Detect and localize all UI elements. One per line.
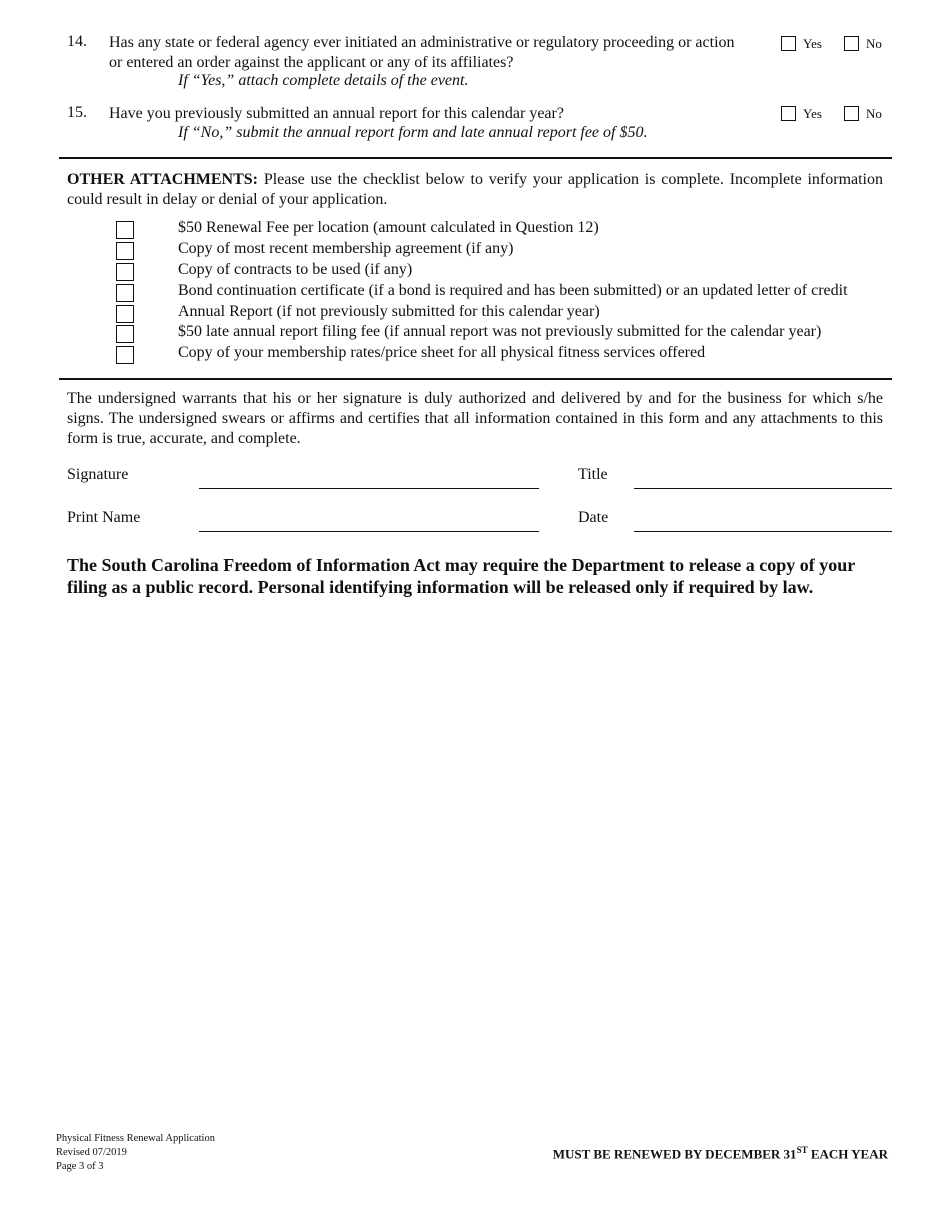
date-label: Date <box>578 509 609 526</box>
question-14-note: If “Yes,” attach complete details of the event. <box>178 72 469 89</box>
question-15-yes-checkbox[interactable] <box>781 106 796 121</box>
title-input-line[interactable] <box>634 488 892 489</box>
attachments-heading: OTHER ATTACHMENTS: <box>67 171 259 188</box>
footer-form-name: Physical Fitness Renewal Application <box>56 1133 215 1144</box>
renewal-deadline-prefix: MUST BE RENEWED BY DECEMBER 31 <box>552 1146 797 1162</box>
attachment-checkbox-4[interactable] <box>116 284 134 302</box>
section-divider <box>59 157 892 159</box>
print-name-label: Print Name <box>67 509 141 526</box>
question-15-yes-label: Yes <box>803 106 822 121</box>
attachment-checkbox-5[interactable] <box>116 305 134 323</box>
attachment-checkbox-6[interactable] <box>116 325 134 343</box>
attachment-checkbox-3[interactable] <box>116 263 134 281</box>
attachment-checkbox-2[interactable] <box>116 242 134 260</box>
footer-revised: Revised 07/2019 <box>56 1147 127 1158</box>
question-14-number: 14. <box>67 33 87 50</box>
question-14-yes-checkbox[interactable] <box>781 36 796 51</box>
signature-input-line[interactable] <box>199 488 539 489</box>
question-14-yes-label: Yes <box>803 36 822 51</box>
question-15-no-label: No <box>866 106 882 121</box>
attachments-intro <box>67 170 883 210</box>
renewal-deadline <box>553 1145 888 1162</box>
attachment-item-6: $50 late annual report filing fee (if annual report was not previously submitted for the calendar year) <box>178 323 822 340</box>
question-15-no-checkbox[interactable] <box>844 106 859 121</box>
attachment-item-1: $50 Renewal Fee per location (amount calculated in Question 12) <box>178 219 599 236</box>
attachment-item-4: Bond continuation certificate (if a bond is required and has been submitted) or an updated letter of credit <box>178 282 848 299</box>
attachment-item-7: Copy of your membership rates/price sheet for all physical fitness services offered <box>178 344 706 361</box>
renewal-deadline-sup: ST <box>796 1145 808 1155</box>
attachment-checkbox-1[interactable] <box>116 221 134 239</box>
attachment-checkbox-7[interactable] <box>116 346 134 364</box>
title-label: Title <box>578 466 608 483</box>
foia-notice: The South Carolina Freedom of Information Act may require the Department to release a copy of your filing as a public record. Personal identifying information will be released only if required by law. <box>67 555 855 597</box>
question-15-line1: Have you previously submitted an annual report for this calendar year? <box>109 105 564 122</box>
attachment-item-2: Copy of most recent membership agreement (if any) <box>178 240 514 257</box>
attachment-item-3: Copy of contracts to be used (if any) <box>178 261 413 278</box>
warranty-statement: The undersigned warrants that his or her signature is duly authorized and delivered by and for the business for which s/he signs. The undersigned swears or affirms and certifies that all information contained in this form and any attachments to this form is true, accurate, and complete. <box>67 390 883 447</box>
question-14-line2: or entered an order against the applicant or any of its affiliates? <box>109 54 514 71</box>
section-divider <box>59 378 892 380</box>
question-14-no-checkbox[interactable] <box>844 36 859 51</box>
footer-info <box>56 1132 215 1174</box>
date-input-line[interactable] <box>634 531 892 532</box>
attachments-intro-text: Please use the checklist below to verify your application is complete. Incomplete information could result in delay or denial of your application. <box>67 171 884 208</box>
question-14-no-label: No <box>866 36 882 51</box>
attachment-item-5: Annual Report (if not previously submitted for this calendar year) <box>178 303 600 320</box>
print-name-input-line[interactable] <box>199 531 539 532</box>
question-14-line1: Has any state or federal agency ever initiated an administrative or regulatory proceeding or action <box>109 34 735 51</box>
footer-page-number: Page 3 of 3 <box>56 1161 104 1172</box>
question-15-note: If “No,” submit the annual report form and late annual report fee of $50. <box>178 124 648 141</box>
question-15-number: 15. <box>67 104 87 121</box>
signature-label: Signature <box>67 466 129 483</box>
renewal-deadline-suffix: EACH YEAR <box>807 1146 888 1162</box>
